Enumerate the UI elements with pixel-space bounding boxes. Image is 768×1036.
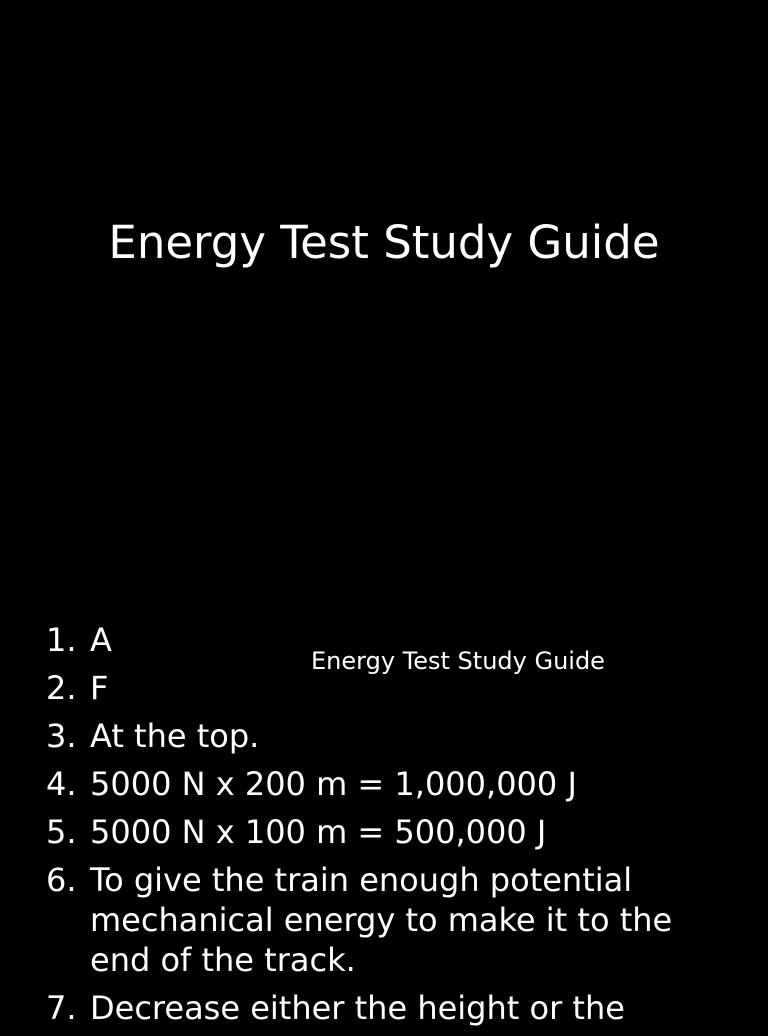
slide-title: Energy Test Study Guide: [108, 216, 660, 269]
answer-number: 6.: [46, 861, 77, 899]
answer-number: 5.: [46, 813, 77, 851]
answer-text: At the top.: [90, 717, 260, 755]
answer-number: 7.: [46, 989, 77, 1027]
slide-subtitle: Energy Test Study Guide: [311, 647, 605, 675]
answer-item-3: [46, 716, 736, 756]
answer-item-4: [46, 764, 736, 804]
answer-number: 1.: [46, 621, 77, 659]
answer-text: Decrease either the height or the: [90, 989, 625, 1027]
answer-text: 5000 N x 200 m = 1,000,000 J: [90, 765, 577, 803]
answer-number: 2.: [46, 669, 77, 707]
answer-number: 4.: [46, 765, 77, 803]
answer-text: F: [90, 669, 109, 707]
answer-list: [46, 620, 736, 1036]
answer-item-7: [46, 988, 736, 1028]
answer-number: 3.: [46, 717, 77, 755]
answer-text: A: [90, 621, 112, 659]
answer-item-1: [46, 620, 736, 660]
answer-item-5: [46, 812, 736, 852]
answer-item-6: [46, 860, 736, 980]
answer-text: To give the train enough potential mechanical energy to make it to the end of the track.: [90, 861, 673, 979]
answer-item-2: [46, 668, 736, 708]
answer-text: 5000 N x 100 m = 500,000 J: [90, 813, 547, 851]
